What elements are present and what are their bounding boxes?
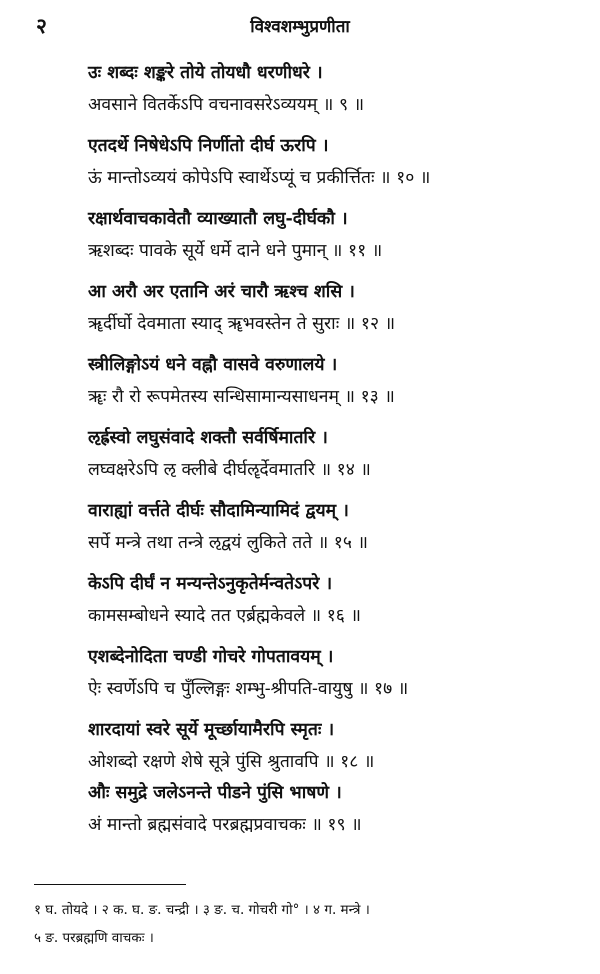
footnote-line: ५ ङ. परब्रह्मणि वाचकः । xyxy=(34,930,154,946)
verse-line: औः समुद्रे जलेऽनन्ते पीडने पुंसि भाषणे । xyxy=(88,783,342,803)
verse-stanza xyxy=(88,496,588,559)
verse-line: ऋशब्दः पावके सूर्ये धर्मे दाने धने पुमान् ॥ ११ ॥ xyxy=(88,240,383,261)
verse-stanza xyxy=(88,131,588,194)
footnote-rule xyxy=(34,884,186,885)
verse-line: ॠर्दीर्घो देवमाता स्याद् ॠभवस्तेन ते सुराः ॥ १२ ॥ xyxy=(88,313,396,334)
verse-line: ओशब्दो रक्षणे शेषे सूत्रे पुंसि श्रुतावपि ॥ १८ ॥ xyxy=(88,751,375,772)
verse-line: रक्षार्थवाचकावेतौ व्याख्यातौ लघु-दीर्घकौ । xyxy=(88,209,348,229)
verse-line: उः शब्दः शङ्करे तोये तोयधौ धरणीधरे । xyxy=(88,63,323,83)
verse-line: लघ्वक्षरेऽपि ऌ क्लीबे दीर्घॡर्देवमातरि ॥ १४ ॥ xyxy=(88,459,371,480)
verse-line: वाराह्यां वर्त्तते दीर्घः सौदामिन्यामिदं द्वयम् । xyxy=(88,501,349,521)
page-number: २ xyxy=(36,13,47,38)
verse-line: आ अरौ अर एतानि अरं चारौ ऋश्च शसि । xyxy=(88,282,355,302)
verse-line: ॠः रौ रो रूपमेतस्य सन्धिसामान्यसाधनम् ॥ १३ ॥ xyxy=(88,386,395,407)
verse-line: शारदायां स्वरे सूर्ये मूर्च्छायामैरपि स्मृतः । xyxy=(88,720,335,740)
verse-line: कामसम्बोधने स्यादे तत एर्ब्रह्मकेवले ॥ १६ ॥ xyxy=(88,605,361,626)
verse-stanza xyxy=(88,569,588,632)
verse-stanza xyxy=(88,350,588,413)
footnote-line: १ घ. तोयदे । २ क. घ. ङ. चन्द्री । ३ ङ. च. गोचरी गो° । ४ ग. मन्त्रे । xyxy=(34,902,370,918)
verse-line: ऐः स्वर्णेऽपि च पुँल्लिङ्गः शम्भु-श्रीपति-वायुषु ॥ १७ ॥ xyxy=(88,678,409,699)
verse-stanza xyxy=(88,423,588,486)
verse-text xyxy=(88,58,588,851)
verse-line: ऊं मान्तोऽव्ययं कोपेऽपि स्वार्थेऽप्यूं च प्रकीर्त्तितः ॥ १० ॥ xyxy=(88,167,431,188)
verse-stanza xyxy=(88,58,588,121)
footnotes xyxy=(34,896,594,952)
verse-line: सर्पे मन्त्रे तथा तन्त्रे ऌद्वयं लुकिते तते ॥ १५ ॥ xyxy=(88,532,369,553)
verse-stanza xyxy=(88,715,588,841)
verse-line: एशब्देनोदिता चण्डी गोचरे गोपतावयम् । xyxy=(88,647,334,667)
verse-stanza xyxy=(88,204,588,267)
verse-stanza xyxy=(88,277,588,340)
page-header xyxy=(0,12,600,38)
verse-line: स्त्रीलिङ्गोऽयं धने वह्नौ वासवे वरुणालये । xyxy=(88,355,338,375)
verse-stanza xyxy=(88,642,588,705)
verse-line: अवसाने वितर्केऽपि वचनावसरेऽव्ययम् ॥ ९ ॥ xyxy=(88,94,365,115)
verse-line: एतदर्थे निषेधेऽपि निर्णीतो दीर्घ ऊरपि । xyxy=(88,136,329,156)
verse-line: ऌर्ह्रस्वो लघुसंवादे शक्तौ सर्वर्षिमातरि । xyxy=(88,428,328,448)
verse-line: अं मान्तो ब्रह्मसंवादे परब्रह्मप्रवाचकः ॥ १९ ॥ xyxy=(88,814,362,835)
running-title: विश्वशम्भुप्रणीता xyxy=(250,17,350,37)
verse-line: केऽपि दीर्घं न मन्यन्तेऽनुकृतेर्मन्वतेऽपरे । xyxy=(88,574,333,594)
